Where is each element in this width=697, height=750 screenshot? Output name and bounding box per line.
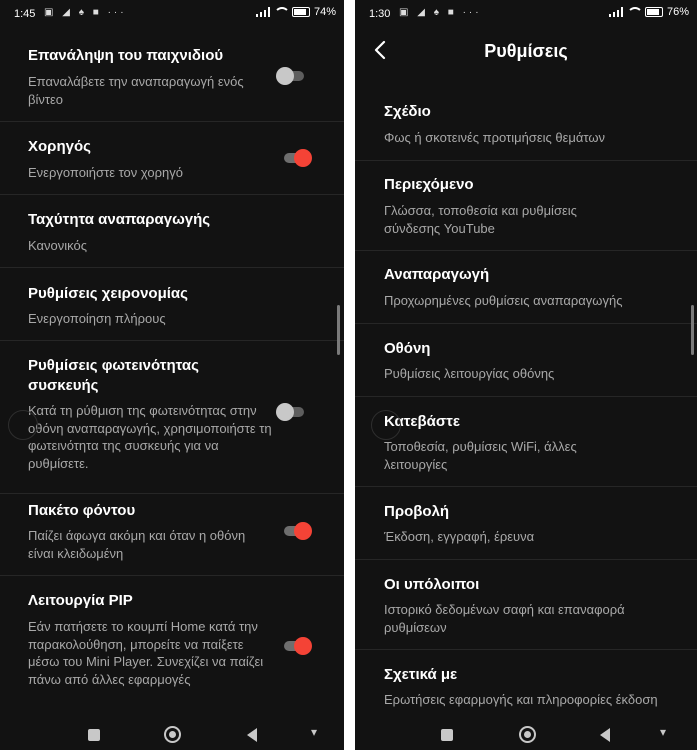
left-phone-screen [0,0,344,750]
setting-title: Επανάληψη του παιχνιδιού [28,47,224,64]
signal-icon [256,7,270,17]
app-header [355,28,697,76]
setting-desc: Επαναλάβετε την αναπαραγωγή ενός βίντεο [28,74,244,107]
status-time: 1:45 [14,8,36,20]
setting-title: Ρυθμίσεις φωτεινότητας συσκευής [28,357,199,394]
navigation-bar [0,720,344,750]
setting-desc: Γλώσσα, τοποθεσία και ρυθμίσεις σύνδεσης YouTube [384,203,577,236]
setting-desc: Έκδοση, εγγραφή, έρευνα [384,529,535,544]
setting-title: Οι υπόλοιποι [384,576,480,593]
pip-toggle[interactable] [282,636,312,656]
floating-ball-icon[interactable] [371,410,401,440]
setting-title: Προβολή [384,503,450,520]
back-triangle-icon[interactable] [600,728,610,742]
setting-title: Οθόνη [384,340,431,357]
sponsor-toggle[interactable] [282,148,312,168]
signal-icon [609,7,623,17]
setting-desc: Ιστορικό δεδομένων σαφή και επαναφορά ρυθμίσεων [384,602,625,635]
setting-title: Περιεχόμενο [384,176,474,193]
setting-row-background-play[interactable] [0,493,344,576]
setting-desc: Ρυθμίσεις λειτουργίας οθόνης [384,366,555,381]
setting-desc: Εάν πατήσετε το κουμπί Home κατά την παρακολούθηση, μπορείτε να παίξετε μέσω του Mini Player. Συνεχίζει να παίζει πάνω από άλλες εφαρμογές [28,619,264,687]
wifi-icon [274,7,288,17]
recents-icon[interactable] [441,729,453,741]
setting-title: Χορηγός [28,138,91,155]
setting-desc: Κανονικός [28,238,87,253]
notification-icons: ▣ ◢ ♠ ■ ··· [399,7,482,18]
right-phone-screen [355,0,697,750]
setting-title: Σχετικά με [384,666,458,683]
setting-title: Σχέδιο [384,103,431,120]
status-bar [0,0,344,28]
settings-item-about[interactable] [355,649,697,720]
setting-desc: Ενεργοποιήστε τον χορηγό [28,165,183,180]
wifi-icon [627,7,641,17]
setting-row-brightness[interactable] [0,340,344,494]
setting-desc: Κατά τη ρύθμιση της φωτεινότητας στην οθόνη αναπαραγωγής, χρησιμοποιήστε τη φωτεινότητα της συσκευής για να ρυθμίσετε. [28,403,272,471]
setting-desc: Παίζει άφωγα ακόμη και όταν η οθόνη είναι κλειδωμένη [28,528,246,561]
setting-row-sponsor[interactable] [0,121,344,195]
battery-percent: 76% [666,6,689,18]
setting-title: Ταχύτητα αναπαραγωγής [28,211,211,228]
floating-ball-icon[interactable] [8,410,38,440]
status-bar [355,0,697,28]
repeat-toggle[interactable] [276,66,306,86]
page-title: Ρυθμίσεις [484,41,568,61]
setting-row-pip[interactable] [0,575,344,720]
setting-title: Πακέτο φόντου [28,502,136,519]
setting-title: Ρυθμίσεις χειρονομίας [28,285,188,302]
setting-desc: Προχωρημένες ρυθμίσεις αναπαραγωγής [384,293,623,308]
settings-item-others[interactable] [355,559,697,650]
setting-desc: Ερωτήσεις εφαρμογής και πληροφορίες έκδοση [384,692,658,707]
chevron-down-icon[interactable]: ▾ [659,725,667,739]
settings-item-view[interactable] [355,486,697,560]
settings-item-screen[interactable] [355,323,697,397]
battery-icon [645,7,663,17]
setting-row-playback-speed[interactable] [0,194,344,268]
brightness-toggle[interactable] [276,402,306,422]
setting-desc: Τοποθεσία, ρυθμίσεις WiFi, άλλες λειτουργίες [384,439,577,472]
home-icon[interactable] [164,726,181,743]
scrollbar[interactable] [691,305,694,355]
setting-title: Αναπαραγωγή [384,266,490,283]
setting-row-gestures[interactable] [0,267,344,341]
setting-title: Κατεβάστε [384,413,460,430]
scrollbar[interactable] [337,305,340,355]
status-time: 1:30 [369,8,391,20]
chevron-down-icon[interactable]: ▾ [310,725,318,739]
setting-desc: Ενεργοποίηση πλήρους [28,311,166,326]
setting-title: Λειτουργία PIP [28,592,133,609]
settings-item-content[interactable] [355,160,697,251]
back-triangle-icon[interactable] [247,728,257,742]
background-play-toggle[interactable] [282,521,312,541]
battery-icon [292,7,310,17]
settings-item-playback[interactable] [355,250,697,324]
battery-percent: 74% [313,6,336,18]
settings-item-download[interactable] [355,396,697,487]
settings-item-design[interactable] [355,88,697,161]
recents-icon[interactable] [88,729,100,741]
navigation-bar [355,720,697,750]
home-icon[interactable] [519,726,536,743]
setting-row-repeat[interactable] [0,28,344,122]
notification-icons: ▣ ◢ ♠ ■ ··· [44,7,127,18]
setting-desc: Φως ή σκοτεινές προτιμήσεις θεμάτων [384,130,606,145]
